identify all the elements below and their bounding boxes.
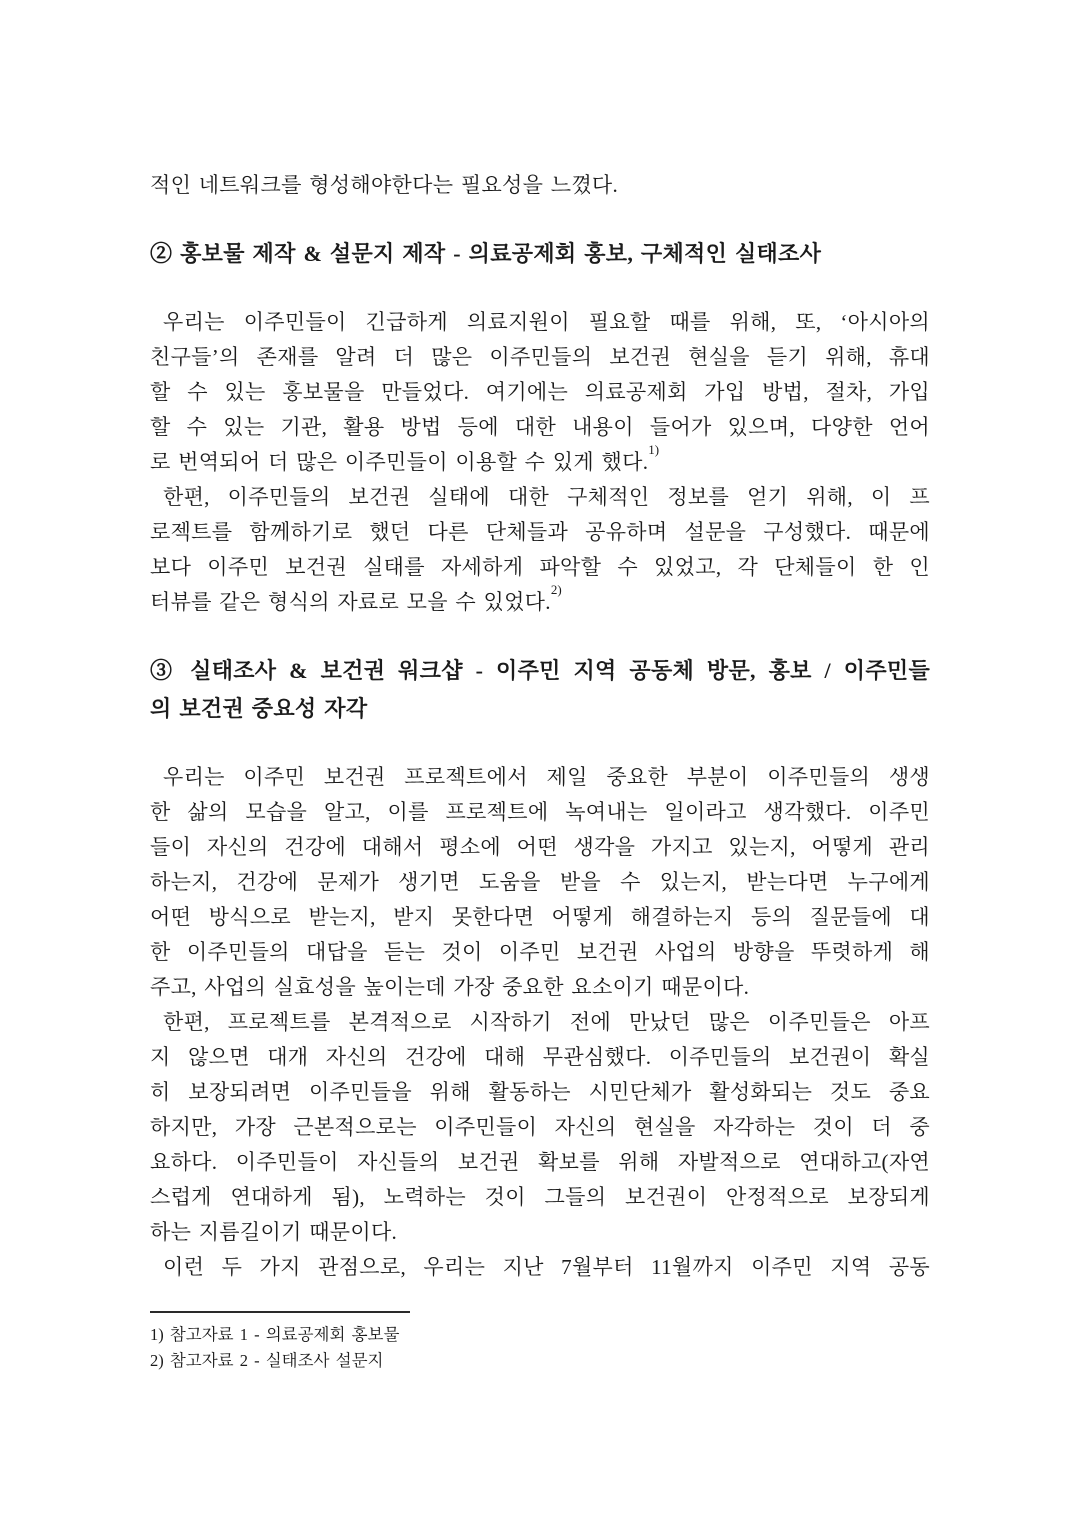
- text-line: [150, 582, 930, 620]
- footnote-ref-2: 2): [550, 582, 562, 597]
- text-line: 히 보장되려면 이주민들을 위해 활동하는 시민단체가 활성화되는 것도 중요: [150, 1080, 930, 1104]
- section-heading-2: [150, 235, 930, 273]
- text-line: 한편, 프로젝트를 본격적으로 시작하기 전에 만났던 많은 이주민들은 아프: [163, 1010, 930, 1034]
- text-line: 지 않으면 대개 자신의 건강에 대해 무관심했다. 이주민들의 보건권이 확실: [150, 1045, 930, 1069]
- text-line: 한 삶의 모습을 알고, 이를 프로젝트에 녹여내는 일이라고 생각했다. 이주민: [150, 800, 930, 824]
- text-line: 주고, 사업의 실효성을 높이는데 가장 중요한 요소이기 때문이다.: [150, 975, 750, 999]
- text-line-segment: 터뷰를 같은 형식의 자료로 모을 수 있었다.: [150, 590, 551, 614]
- heading-line: 의 보건권 중요성 자각: [150, 696, 368, 721]
- paragraph-2: [150, 480, 930, 620]
- text-line: 하는 지름길이기 때문이다.: [150, 1220, 398, 1244]
- text-line: 로젝트를 함께하기로 했던 다른 단체들과 공유하며 설문을 구성했다. 때문에: [150, 520, 930, 544]
- paragraph-5: [150, 1250, 930, 1285]
- text-line: 스럽게 연대하게 됨), 노력하는 것이 그들의 보건권이 안정적으로 보장되게: [150, 1185, 930, 1209]
- text-line: 할 수 있는 기관, 활용 방법 등에 대한 내용이 들어가 있으며, 다양한 언어: [150, 415, 930, 439]
- intro-continuation-line: 적인 네트워크를 형성해야한다는 필요성을 느꼈다.: [150, 173, 619, 197]
- text-line: 하는지, 건강에 문제가 생기면 도움을 받을 수 있는지, 받는다면 누구에게: [150, 870, 930, 894]
- heading-line: ③ 실태조사 & 보건권 워크샵 - 이주민 지역 공동체 방문, 홍보 / 이주민들: [150, 658, 930, 683]
- page-content: [150, 168, 930, 1374]
- text-line: 이런 두 가지 관점으로, 우리는 지난 7월부터 11월까지 이주민 지역 공동: [163, 1255, 930, 1279]
- text-line: 들이 자신의 건강에 대해서 평소에 어떤 생각을 가지고 있는지, 어떻게 관리: [150, 835, 930, 859]
- text-line: 어떤 방식으로 받는지, 받지 못한다면 어떻게 해결하는지 등의 질문들에 대: [150, 905, 930, 929]
- footnotes-section: [150, 1311, 930, 1374]
- text-line: [150, 442, 930, 480]
- footnote-1: 1) 참고자료 1 - 의료공제회 홍보물: [150, 1325, 400, 1344]
- heading-line: ② 홍보물 제작 & 설문지 제작 - 의료공제회 홍보, 구체적인 실태조사: [150, 241, 822, 266]
- text-line: 보다 이주민 보건권 실태를 자세하게 파악할 수 있었고, 각 단체들이 한 인: [150, 555, 930, 579]
- text-line: 우리는 이주민 보건권 프로젝트에서 제일 중요한 부분이 이주민들의 생생: [163, 765, 930, 789]
- paragraph-3: [150, 760, 930, 1005]
- text-line: 하지만, 가장 근본적으로는 이주민들이 자신의 현실을 자각하는 것이 더 중: [150, 1115, 930, 1139]
- text-line: 한편, 이주민들의 보건권 실태에 대한 구체적인 정보를 얻기 위해, 이 프: [163, 485, 930, 509]
- footnote-2: 2) 참고자료 2 - 실태조사 설문지: [150, 1351, 384, 1370]
- text-line-segment: 로 번역되어 더 많은 이주민들이 이용할 수 있게 했다.: [150, 450, 649, 474]
- text-line: 요하다. 이주민들이 자신들의 보건권 확보를 위해 자발적으로 연대하고(자연: [150, 1150, 930, 1174]
- text-line: 한 이주민들의 대답을 듣는 것이 이주민 보건권 사업의 방향을 뚜렷하게 해: [150, 940, 930, 964]
- paragraph-1: [150, 305, 930, 480]
- text-line: 우리는 이주민들이 긴급하게 의료지원이 필요할 때를 위해, 또, ‘아시아의: [163, 310, 930, 334]
- footnote-separator: [150, 1311, 410, 1313]
- text-line: 친구들’의 존재를 알려 더 많은 이주민들의 보건권 현실을 듣기 위해, 휴대: [150, 345, 930, 369]
- paragraph-4: [150, 1005, 930, 1250]
- section-heading-3: [150, 652, 930, 728]
- footnote-ref-1: 1): [648, 442, 660, 457]
- text-line: 할 수 있는 홍보물을 만들었다. 여기에는 의료공제회 가입 방법, 절차, 가입: [150, 380, 930, 404]
